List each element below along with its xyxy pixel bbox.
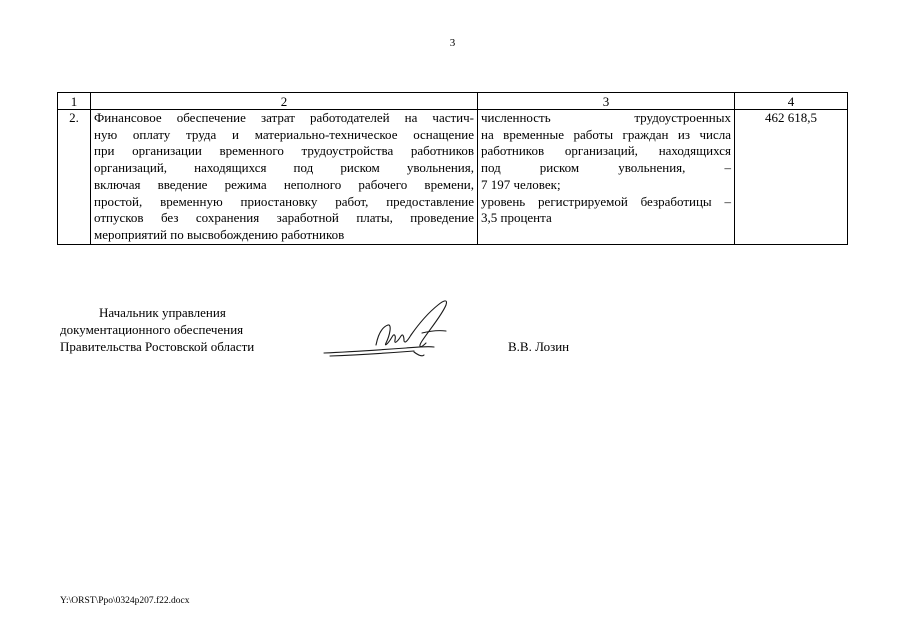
table-header-cell: 4	[735, 93, 848, 110]
indicator-line: 3,5 процента	[481, 210, 552, 226]
row-amount: 462 618,5	[735, 110, 848, 245]
description-line: включая введение режима неполного рабочего времени,	[94, 176, 474, 192]
signer-position-line: Начальник управления	[99, 305, 226, 320]
description-line: отпусков без сохранения заработной платы, проведение	[94, 210, 474, 226]
row-indicator	[478, 110, 735, 245]
description-line: мероприятий по высвобождению работников	[94, 226, 345, 242]
table-header-cell: 1	[58, 93, 91, 110]
handwritten-signature	[318, 295, 478, 365]
document-table	[57, 92, 848, 245]
indicator-line: уровень регистрируемой безработицы –	[481, 193, 731, 209]
row-description	[91, 110, 478, 245]
footer-file-path: Y:\ORST\Ppo\0324p207.f22.docx	[60, 596, 190, 606]
indicator-line: 7 197 человек;	[481, 176, 561, 192]
signer-name: В.В. Лозин	[508, 339, 570, 354]
indicator-line: под риском увольнения, –	[481, 160, 731, 176]
table-header-row	[58, 93, 848, 110]
table-header-cell: 2	[91, 93, 478, 110]
table-row	[58, 110, 848, 245]
signer-position-line: документационного обеспечения	[60, 322, 244, 337]
table-header-cell: 3	[478, 93, 735, 110]
indicator-line: на временные работы граждан из числа	[481, 126, 731, 142]
row-number: 2.	[58, 110, 91, 245]
indicator-line: работников организаций, находящихся	[481, 143, 731, 159]
description-line: при организации временного трудоустройства работников	[94, 143, 474, 159]
signer-position	[60, 304, 254, 355]
page-number: 3	[449, 37, 456, 49]
description-line: ную оплату труда и материально-техническое оснащение	[94, 126, 474, 142]
description-line: простой, временную приостановку работ, предоставление	[94, 193, 474, 209]
indicator-line: численность трудоустроенных	[481, 110, 731, 125]
description-line: Финансовое обеспечение затрат работодателей на частич-	[94, 110, 474, 125]
signer-position-line: Правительства Ростовской области	[60, 339, 255, 354]
description-line: организаций, находящихся под риском увольнения,	[94, 160, 474, 176]
